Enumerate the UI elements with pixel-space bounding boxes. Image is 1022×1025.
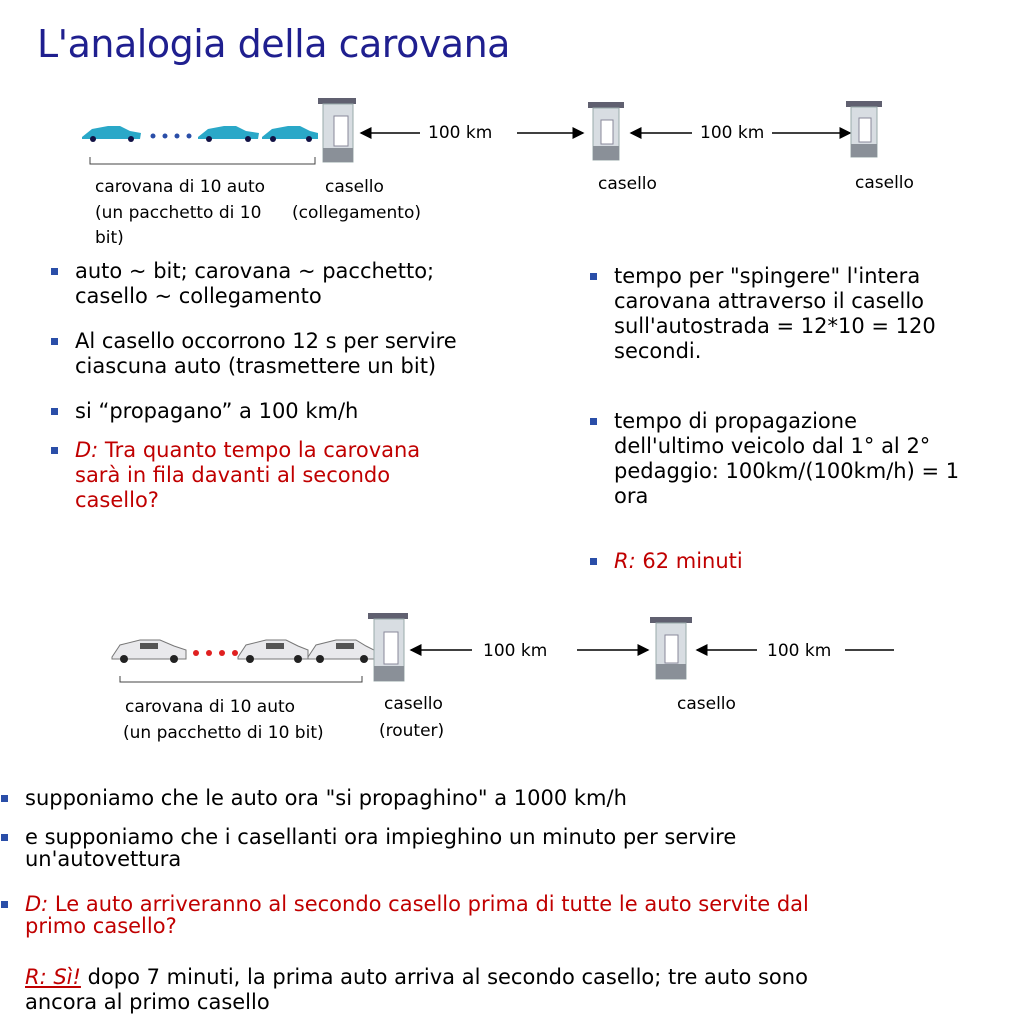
packet-label-tail: bit) (95, 228, 124, 248)
bullet-marker (590, 418, 597, 425)
race-car-icon (238, 640, 308, 663)
bullet-marker (51, 408, 58, 415)
tollbooth-label: casello (677, 694, 736, 714)
car-icon (82, 126, 141, 142)
question-item: D: Le auto arriveranno al secondo casello prima di tutte le auto servite dal primo casello? (25, 892, 1020, 936)
bullet-item: si “propagano” a 100 km/h (75, 399, 358, 424)
car-icon (198, 126, 259, 142)
ellipsis-dot (219, 650, 225, 656)
tollbooth-sublabel: (collegamento) (292, 203, 421, 223)
ellipsis-dot (151, 134, 156, 139)
bullet-item: Al casello occorrono 12 s per servire ciascuna auto (trasmettere un bit) (75, 329, 457, 379)
tollbooth-icon (846, 101, 882, 157)
tollbooth-label: casello (325, 177, 384, 197)
bullet-marker (1, 901, 8, 908)
tollbooth-icon (318, 98, 356, 162)
bullet-item: tempo per "spingere" l'intera carovana attraverso il casello sull'autostrada = 12*10 = 120 secondi. (614, 264, 936, 364)
tollbooth-icon (650, 617, 692, 679)
distance-label: 100 km (428, 123, 493, 143)
caravan-label: carovana di 10 auto (95, 177, 266, 197)
tollbooth-sublabel: (router) (379, 721, 445, 741)
caravan-label: carovana di 10 auto (125, 697, 296, 717)
tollbooth-label: casello (855, 173, 914, 193)
ellipsis-dot (232, 650, 238, 656)
packet-label: (un pacchetto di 10 (95, 203, 262, 223)
bullet-marker (1, 795, 8, 802)
race-car-icon (308, 640, 374, 663)
bullet-item: supponiamo che le auto ora "si propaghino" a 1000 km/h (25, 786, 1015, 811)
distance-label: 100 km (483, 641, 548, 661)
tollbooth-label: casello (384, 694, 443, 714)
packet-label: (un pacchetto di 10 bit) (123, 723, 324, 743)
bullet-marker (590, 558, 597, 565)
ellipsis-dot (187, 134, 192, 139)
question-item: D: Tra quanto tempo la carovana sarà in fila davanti al secondo casello? (75, 438, 420, 513)
caravan-brace (120, 676, 362, 682)
bullet-marker (590, 273, 597, 280)
tollbooth-label: casello (598, 174, 657, 194)
distance-label: 100 km (700, 123, 765, 143)
ellipsis-dot (163, 134, 168, 139)
tollbooth-icon (588, 102, 624, 160)
bullet-item: e supponiamo che i casellanti ora impieghino un minuto per servire un'autovettura (25, 825, 1015, 869)
bullet-marker (51, 447, 58, 454)
answer-item: R: 62 minuti (614, 549, 743, 574)
ellipsis-dot (206, 650, 212, 656)
answer-item: R: Sì! dopo 7 minuti, la prima auto arriva al secondo casello; tre auto sono ancora al primo casello (25, 965, 808, 1014)
tollbooth-icon (368, 613, 408, 681)
bullet-marker (1, 834, 8, 841)
race-car-icon (112, 640, 186, 663)
caravan-brace (90, 157, 315, 164)
car-icon (262, 126, 318, 142)
ellipsis-dot (193, 650, 199, 656)
distance-label: 100 km (767, 641, 832, 661)
bullet-marker (51, 338, 58, 345)
page-title: L'analogia della carovana (37, 22, 510, 66)
bullet-item: tempo di propagazione dell'ultimo veicolo dal 1° al 2° pedaggio: 100km/(100km/h) = 1 ora (614, 409, 959, 509)
bullet-marker (51, 268, 58, 275)
bullet-item: auto ~ bit; carovana ~ pacchetto; casello ~ collegamento (75, 259, 434, 309)
ellipsis-dot (175, 134, 180, 139)
